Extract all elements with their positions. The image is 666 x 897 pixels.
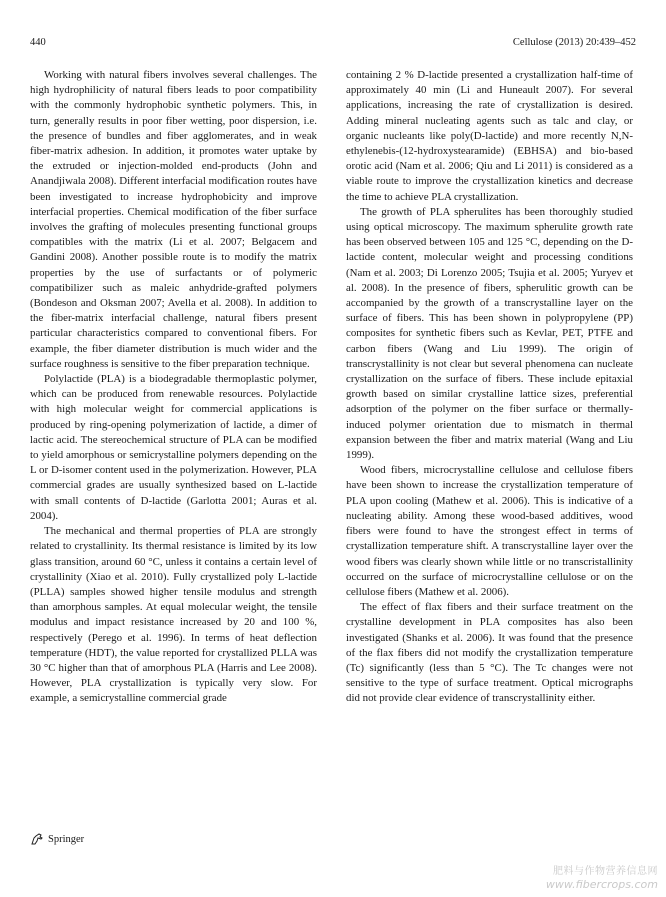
paragraph: Working with natural fibers involves several challenges. The high hydrophilicity of natural fibers leads to poor compatibility with the commonly hydrophobic synthetic polymers. This, in turn, generally results in poor fiber wetting, poor dispersion, i.e. the presence of bundles and fiber agglomerates, and in weak fiber-matrix adhesion. In addition, it promotes water uptake by the extruded or injection-molded end-products (John and Anandjiwala 2008). Different interfacial modification routes have been investigated to increase hydrophobicity and improve interfacial properties. Chemical modification of the fiber surface involves the grafting of molecules presenting functional groups compatibles with the matrix (Li et al. 2007; Belgacem and Gandini 2008). Another possible route is to modify the matrix properties by the use of surfactants or of polymeric compatibilizer such as maleic anhydride-grafted polymers (Bondeson and Oksman 2007; Avella et al. 2008). In addition to the fiber-matrix interfacial challenge, natural fibers present particular characteristics compared to conventional fibers. For example, the fiber diameter distribution is much wider and the surface roughness is sensitive to the fiber preparation technique. — [30, 69, 317, 370]
paragraph: The growth of PLA spherulites has been thoroughly studied using optical microscopy. The maximum spherulite growth rate has been observed between 105 and 125 °C, depending on the D-lactide content, molecular weight and processing conditions (Nam et al. 2003; Di Lorenzo 2005; Tsujia et al. 2005; Yuryev et al. 2008). In the presence of fibers, spherulitic growth can be accompanied by the growth of a transcrystalline layer on the surface of fibers. This has been shown in polypropylene (PP) composites for synthetic fibers such as Kevlar, PET, PTFE and carbon fibers (Wang and Liu 1999). The origin of transcrystallinity is not clear but several phenomena can nucleate crystallization on the surface of fibers. These include epitaxial growth based on similar crystalline lattice sizes, preferential adsorption of the polymer on the fiber surface or thermally-induced polymer orientation due to mismatch in thermal expansion between the fiber and matrix material (Wang and Liu 1999). — [346, 205, 633, 462]
paragraph: Wood fibers, microcrystalline cellulose and cellulose fibers have been shown to increase the crystallization temperature of PLA upon cooling (Mathew et al. 2006). This is indicative of a nucleating ability. Among these wood-based additives, wood fibers were found to have the strongest effect in terms of crystallization temperature shift. A transcrystalline layer over the wood fibers was clearly shown while little or no transcristallinity occurred on the surface of microcrystalline cellulose or on the cellulose fibers (Mathew et al. 2006). — [346, 464, 633, 598]
watermark-chinese: 肥料与作物营养信息网 — [553, 866, 658, 877]
paragraph-continued: containing 2 % D-lactide presented a crystallization half-time of approximately 40 min (Li and Huneault 2007). For several applications, increasing the rate of crystallization is desired. Adding mineral nucleating agents such as talc and clay, or organic nucleants like poly(D-lactide) and more recently N,N-ethylenebis-(12-hydroxystearamide) (EBHSA) and bio-based orotic acid (Nam et al. 2006; Qiu and Li 2011) is considered as a viable route to improve the crystallization kinetics and decrease the time to achieve PLA crystallization. — [346, 69, 633, 203]
journal-citation: Cellulose (2013) 20:439–452 — [512, 37, 636, 48]
paragraph: Polylactide (PLA) is a biodegradable thermoplastic polymer, which can be produced from renewable resources. Polylactide with high molecular weight for commercial applications is produced by ring-opening polymerization of lactide, a dimer of lactic acid. The stereochemical structure of PLA can be modified to yield amorphous or semicrystalline polymers depending on the L or D-isomer content used in the polymerization. However, PLA commercial grades are usually synthesized based on L-lactide with small contents of D-lactide (Garlotta 2001; Auras et al. 2004). — [30, 373, 317, 522]
publisher-name: Springer — [48, 833, 85, 845]
left-column — [30, 68, 317, 707]
paragraph: The mechanical and thermal properties of PLA are strongly related to crystallinity. Its thermal resistance is limited by its low glass transition, around 60 °C, unless it contains a certain level of crystallinity (Xiao et al. 2010). Fully crystallized poly L-lactide (PLLA) samples showed higher tensile modulus and strength than amorphous samples. At equal molecular weight, the tensile modulus and impact resistance increased by 20 and 100 %, respectively (Perego et al. 1996). In terms of heat deflection temperature (HDT), the value reported for crystallized PLLA was 30 °C higher than that of amorphous PLA (Harris and Lee 2008). However, PLA crystallization is typically very slow. For example, a semicrystalline commercial grade — [30, 525, 317, 705]
running-header — [30, 37, 636, 53]
page-number: 440 — [30, 37, 46, 48]
paragraph: The effect of flax fibers and their surface treatment on the crystalline development in PLA composites has also been investigated (Shanks et al. 2006). It was found that the presence of the flax fibers did not modify the crystallization temperature (Tc) significantly (less than 5 °C). The Tc changes were not sensitive to the type of surface treatment. Optical micrographs did not provide clear evidence of transcrystallinity either. — [346, 601, 633, 705]
right-column — [346, 68, 633, 707]
watermark-url: www.fibercrops.com — [545, 878, 658, 891]
page-footer — [30, 832, 84, 846]
springer-horse-icon — [30, 832, 44, 846]
watermark — [546, 865, 658, 891]
